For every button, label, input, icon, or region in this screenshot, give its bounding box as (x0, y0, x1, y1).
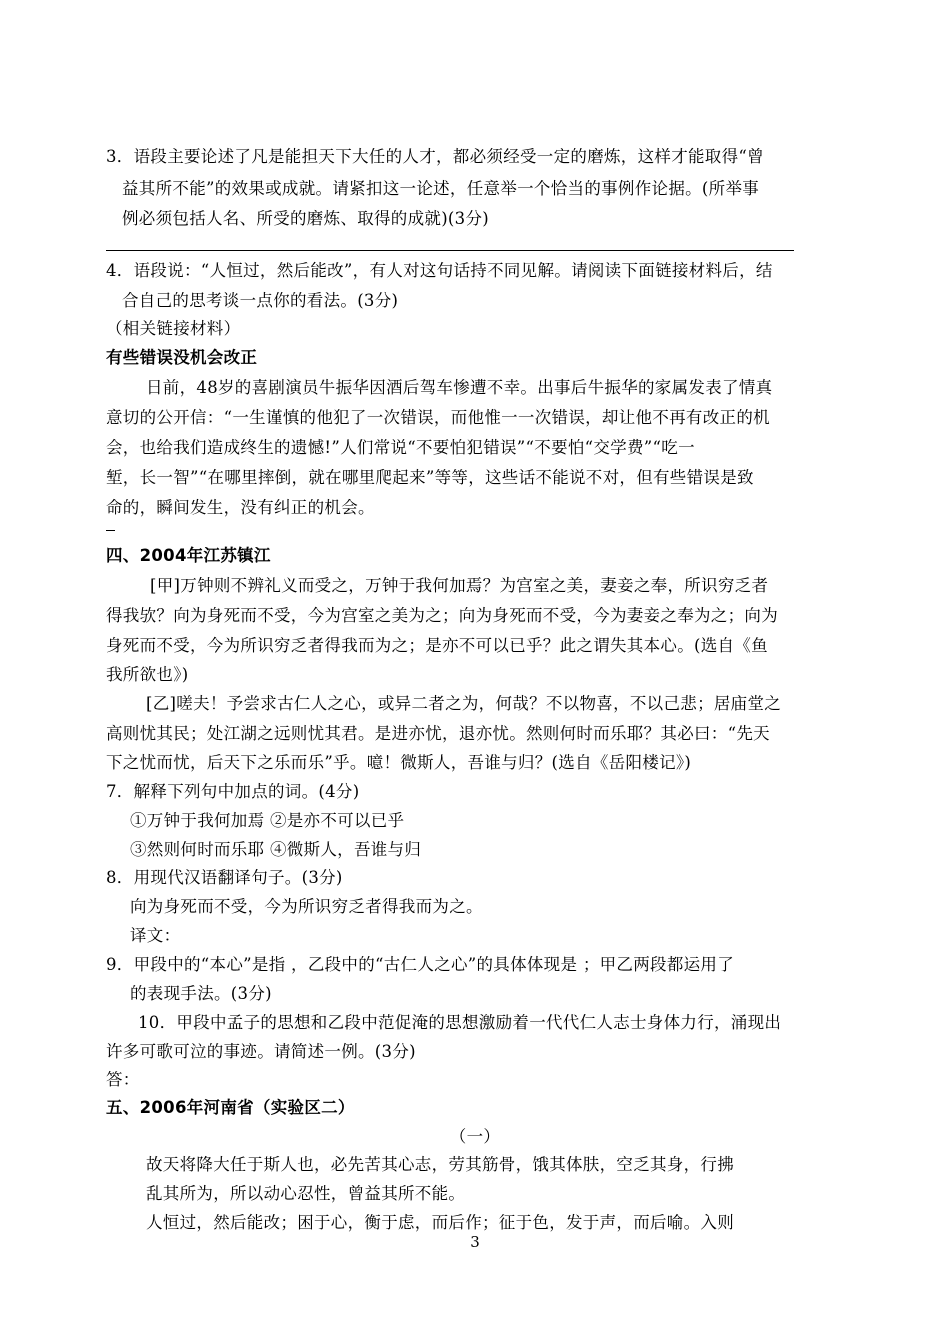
q4-line-2: 合自己的思考谈一点你的看法。(3分) (122, 291, 399, 310)
article-para-line-1: 日前，48岁的喜剧演员牛振华因酒后驾车惨遭不幸。出事后牛振华的家属发表了情真 (146, 378, 773, 397)
passage-a-line-3: 身死而不受，今为所识穷乏者得我而为之；是亦不可以已乎？此之谓失其本心。(选自《鱼 (106, 636, 768, 655)
article-para-line-4: 堑，长一智”“在哪里摔倒，就在哪里爬起来”等等，这些话不能说不对，但有些错误是致 (106, 468, 754, 487)
article-para-line-5: 命的，瞬间发生，没有纠正的机会。 (106, 498, 375, 517)
q9-line-2: 的表现手法。(3分) (130, 984, 272, 1003)
link-label: （相关链接材料） (106, 319, 241, 338)
article-title: 有些错误没机会改正 (106, 348, 258, 367)
section5-heading: 五、2006年河南省（实验区二） (106, 1098, 355, 1117)
q10-line-1: 10．甲段中孟子的思想和乙段中范促淹的思想激励着一代代仁人志士身体力行，涌现出 (138, 1013, 782, 1032)
section5-text-line-1: 故天将降大任于斯人也，必先苦其心志，劳其筋骨，饿其体肤，空乏其身，行拂 (146, 1155, 734, 1174)
q7-prompt: 7．解释下列句中加点的词。(4分) (106, 782, 360, 801)
article-para-line-2: 意切的公开信：“一生谨慎的他犯了一次错误，而他惟一一次错误，却让他不再有改正的机 (106, 408, 770, 427)
q8-translation-label: 译文： (130, 926, 181, 945)
page-number: 3 (470, 1233, 480, 1251)
q9-line-1: 9．甲段中的“本心”是指 ，乙段中的“古仁人之心”的具体体现是 ；甲乙两段都运用了 (106, 955, 735, 974)
passage-b-line-2: 高则忧其民；处江湖之远则忧其君。是进亦忧，退亦忧。然则何时而乐耶？其必曰：“先天 (106, 724, 770, 743)
q7-items-2: ③然则何时而乐耶 ④微斯人，吾谁与归 (130, 840, 422, 859)
answer-label: 答： (106, 1070, 140, 1089)
section5-text-line-2: 乱其所为，所以动心忍性，曾益其所不能。 (146, 1184, 466, 1203)
section-mark (106, 530, 115, 531)
q7-items-1: ①万钟于我何加焉 ②是亦不可以已乎 (130, 811, 405, 830)
passage-b-line-3: 下之忧而忧，后天下之乐而乐”乎。噫！微斯人，吾谁与归？(选自《岳阳楼记》) (106, 753, 692, 772)
section5-subheading: （一） (449, 1127, 501, 1146)
passage-a-line-1: [甲]万钟则不辨礼义而受之，万钟于我何加焉？为宫室之美，妻妾之奉，所识穷乏者 (150, 576, 769, 595)
passage-a-line-2: 得我欤？向为身死而不受，今为宫室之美为之；向为身死而不受，今为妻妾之奉为之；向为 (106, 606, 778, 625)
passage-a-line-4: 我所欲也》) (106, 665, 189, 684)
section5-text-line-3: 人恒过，然后能改；困于心，衡于虑，而后作；征于色，发于声，而后喻。入则 (146, 1213, 734, 1232)
q8-prompt: 8．用现代汉语翻译句子。(3分) (106, 868, 343, 887)
q3-line-2: 益其所不能”的效果或成就。请紧扣这一论述，任意举一个恰当的事例作论据。(所举事 (122, 179, 760, 198)
q3-line-1: 3．语段主要论述了凡是能担天下大任的人才，都必须经受一定的磨炼，这样才能取得“曾 (106, 147, 764, 166)
article-para-line-3: 会，也给我们造成终生的遗憾!”人们常说“不要怕犯错误”“不要怕“交学费”“吃一 (106, 438, 695, 457)
passage-b-line-1: [乙]嗟夫！予尝求古仁人之心，或异二者之为，何哉？不以物喜，不以己悲；居庙堂之 (146, 694, 782, 713)
q4-line-1: 4．语段说：“人恒过，然后能改”，有人对这句话持不同见解。请阅读下面链接材料后，结 (106, 261, 773, 280)
q3-line-3: 例必须包括人名、所受的磨炼、取得的成就)(3分) (122, 209, 490, 228)
section4-heading: 四、2004年江苏镇江 (106, 546, 271, 565)
q8-sentence: 向为身死而不受，今为所识穷乏者得我而为之。 (130, 897, 483, 916)
answer-rule (106, 250, 794, 251)
q10-line-2: 许多可歌可泣的事迹。请简述一例。(3分) (106, 1042, 416, 1061)
